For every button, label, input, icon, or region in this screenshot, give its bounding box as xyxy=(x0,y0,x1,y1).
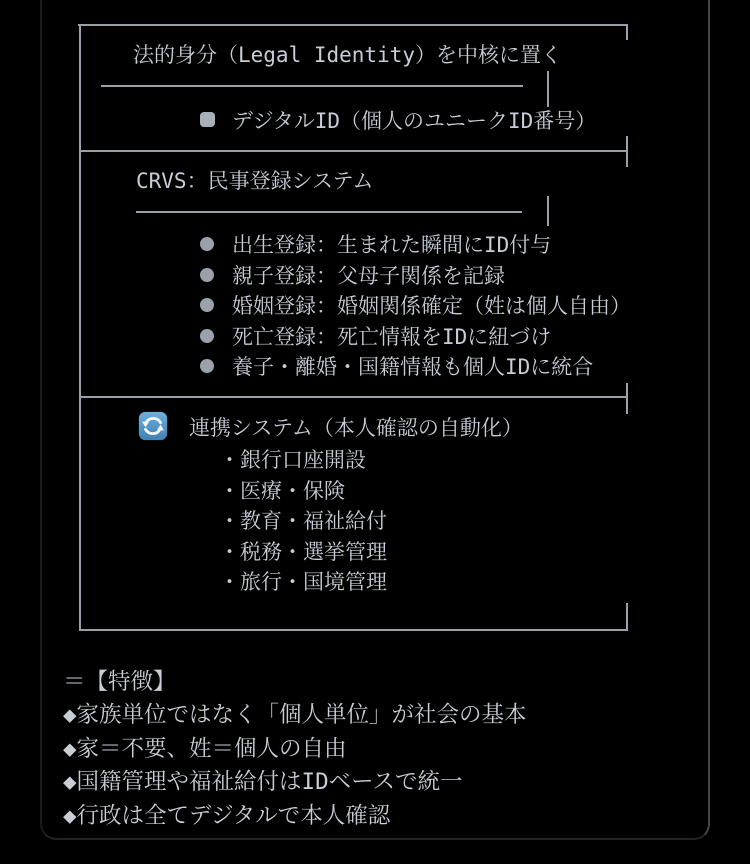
circle-bullet-icon xyxy=(200,268,214,282)
box-top-border xyxy=(78,24,628,26)
link-item: ・税務・選挙管理 xyxy=(219,539,387,564)
box-bottom-right-tick xyxy=(626,603,628,631)
divider-2 xyxy=(79,396,628,398)
section1-underline xyxy=(101,85,523,87)
link-item: ・旅行・国境管理 xyxy=(219,570,387,594)
feature-item: ◆国籍管理や福祉給付はIDベースで統一 xyxy=(63,769,463,796)
circle-bullet-icon xyxy=(200,329,214,343)
refresh-icon xyxy=(138,411,168,441)
box-left-border xyxy=(79,24,81,631)
crvs-item: 親子登録：父母子関係を記録 xyxy=(232,263,505,288)
feature-title: ＝【特徴】 xyxy=(63,669,176,695)
crvs-item: 死亡登録：死亡情報をIDに紐づけ xyxy=(232,324,552,349)
circle-bullet-icon xyxy=(200,298,214,312)
section2-connector xyxy=(547,196,549,226)
section1-connector xyxy=(547,71,549,107)
divider-1-tick xyxy=(626,136,628,167)
divider-1 xyxy=(79,150,628,152)
crvs-item: 出生登録：生まれた瞬間にID付与 xyxy=(232,233,552,257)
link-item: ・医療・保険 xyxy=(219,478,345,503)
feature-summary xyxy=(63,666,663,833)
feature-item: ◆家＝不要、姓＝個人の自由 xyxy=(63,735,347,762)
section1-heading: 法的身分（Legal Identity）を中核に置く xyxy=(133,43,563,67)
crvs-item: 養子・離婚・国籍情報も個人IDに統合 xyxy=(232,355,594,379)
link-item: ・教育・福祉給付 xyxy=(219,509,387,533)
section3-heading: 連携システム（本人確認の自動化） xyxy=(189,416,523,440)
box-top-right-tick xyxy=(626,24,628,40)
section2-underline xyxy=(136,211,522,213)
link-item: ・銀行口座開設 xyxy=(219,448,366,472)
circle-bullet-icon xyxy=(200,359,214,373)
square-bullet-icon xyxy=(200,112,215,127)
section2-heading: CRVS：民事登録システム xyxy=(136,169,374,193)
crvs-item: 婚姻登録：婚姻関係確定（姓は個人自由） xyxy=(232,294,631,318)
feature-item: ◆家族単位ではなく「個人単位」が社会の基本 xyxy=(63,702,527,729)
circle-bullet-icon xyxy=(200,237,214,251)
box-bottom-border xyxy=(79,629,628,631)
feature-item: ◆行政は全てデジタルで本人確認 xyxy=(63,802,391,829)
divider-2-tick xyxy=(626,383,628,414)
digital-id-item: デジタルID（個人のユニークID番号） xyxy=(232,109,597,133)
